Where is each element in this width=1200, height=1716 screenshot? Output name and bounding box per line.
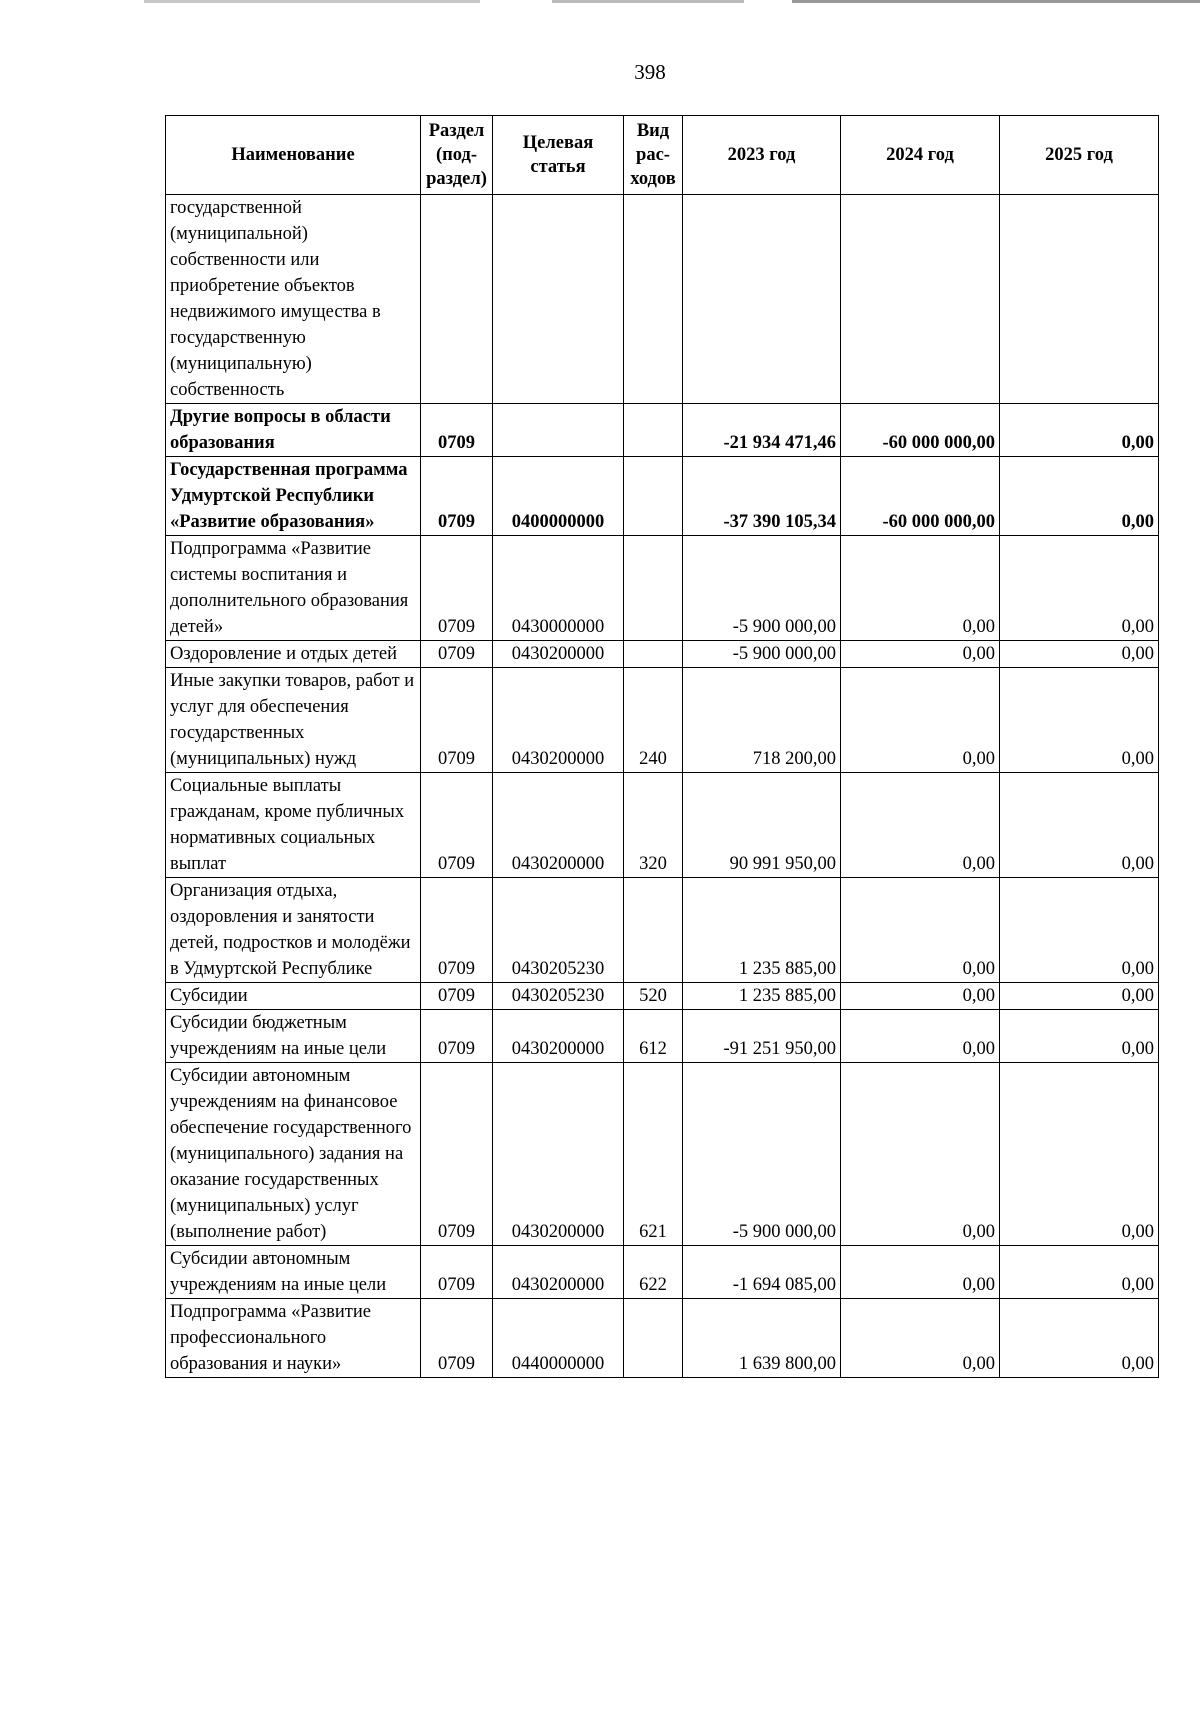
cell-y2023: 90 991 950,00 <box>683 773 841 878</box>
cell-name: Иные закупки товаров, работ и услуг для обеспечения государственных (муниципальных) нужд <box>166 668 421 773</box>
cell-section: 0709 <box>421 457 493 536</box>
cell-y2023 <box>683 195 841 404</box>
header-kind: Вид рас-ходов <box>624 116 683 195</box>
cell-kind: 621 <box>624 1063 683 1246</box>
cell-name: Оздоровление и отдых детей <box>166 641 421 668</box>
cell-y2024: 0,00 <box>841 536 1000 641</box>
cell-section: 0709 <box>421 404 493 457</box>
cell-y2025: 0,00 <box>1000 1299 1159 1378</box>
cell-name: Другие вопросы в области образования <box>166 404 421 457</box>
cell-y2024: 0,00 <box>841 878 1000 983</box>
cell-y2025: 0,00 <box>1000 1063 1159 1246</box>
cell-y2025 <box>1000 195 1159 404</box>
cell-name: Подпрограмма «Развитие профессионального образования и науки» <box>166 1299 421 1378</box>
table-row <box>166 457 1159 536</box>
cell-kind: 320 <box>624 773 683 878</box>
cell-target: 0400000000 <box>493 457 624 536</box>
cell-section: 0709 <box>421 641 493 668</box>
cell-kind <box>624 1299 683 1378</box>
cell-target: 0430200000 <box>493 1063 624 1246</box>
cell-y2024: 0,00 <box>841 1063 1000 1246</box>
header-section: Раздел (под-раздел) <box>421 116 493 195</box>
cell-y2025: 0,00 <box>1000 1246 1159 1299</box>
cell-kind <box>624 457 683 536</box>
cell-name: Организация отдыха, оздоровления и занятости детей, подростков и молодёжи в Удмуртской Республике <box>166 878 421 983</box>
cell-section: 0709 <box>421 1063 493 1246</box>
cell-name: Подпрограмма «Развитие системы воспитания и дополнительного образования детей» <box>166 536 421 641</box>
cell-target <box>493 195 624 404</box>
cell-y2023: -5 900 000,00 <box>683 641 841 668</box>
table-row <box>166 536 1159 641</box>
cell-y2023: -5 900 000,00 <box>683 1063 841 1246</box>
header-target: Целевая статья <box>493 116 624 195</box>
page-number: 398 <box>634 60 666 84</box>
cell-y2023: -5 900 000,00 <box>683 536 841 641</box>
cell-y2024: 0,00 <box>841 1010 1000 1063</box>
cell-target: 0440000000 <box>493 1299 624 1378</box>
cell-y2024: 0,00 <box>841 773 1000 878</box>
cell-y2025: 0,00 <box>1000 1010 1159 1063</box>
table-row <box>166 1063 1159 1246</box>
budget-table <box>165 115 1159 1378</box>
cell-section: 0709 <box>421 1299 493 1378</box>
cell-section: 0709 <box>421 1010 493 1063</box>
cell-y2025: 0,00 <box>1000 878 1159 983</box>
cell-y2023: 1 235 885,00 <box>683 878 841 983</box>
table-row <box>166 878 1159 983</box>
cell-name: Субсидии автономным учреждениям на финансовое обеспечение государственного (муниципального) задания на оказание государственных (муниципальных) услуг (выполнение работ) <box>166 1063 421 1246</box>
cell-section: 0709 <box>421 536 493 641</box>
cell-section: 0709 <box>421 983 493 1010</box>
cell-y2023: -1 694 085,00 <box>683 1246 841 1299</box>
cell-kind <box>624 878 683 983</box>
cell-section: 0709 <box>421 878 493 983</box>
cell-kind: 520 <box>624 983 683 1010</box>
cell-target: 0430200000 <box>493 641 624 668</box>
cell-y2024: 0,00 <box>841 1299 1000 1378</box>
cell-target: 0430200000 <box>493 668 624 773</box>
cell-y2023: 1 235 885,00 <box>683 983 841 1010</box>
header-2025: 2025 год <box>1000 116 1159 195</box>
cell-y2023: -91 251 950,00 <box>683 1010 841 1063</box>
cell-y2024: 0,00 <box>841 1246 1000 1299</box>
cell-target: 0430200000 <box>493 1246 624 1299</box>
cell-y2023: -37 390 105,34 <box>683 457 841 536</box>
cell-target <box>493 404 624 457</box>
table-row <box>166 668 1159 773</box>
cell-kind <box>624 404 683 457</box>
cell-y2024: -60 000 000,00 <box>841 404 1000 457</box>
cell-target: 0430200000 <box>493 773 624 878</box>
header-2024: 2024 год <box>841 116 1000 195</box>
cell-y2024: 0,00 <box>841 641 1000 668</box>
cell-y2023: 718 200,00 <box>683 668 841 773</box>
table-body <box>166 195 1159 1378</box>
cell-section: 0709 <box>421 773 493 878</box>
cell-target: 0430000000 <box>493 536 624 641</box>
table-row <box>166 1299 1159 1378</box>
cell-y2025: 0,00 <box>1000 983 1159 1010</box>
cell-section <box>421 195 493 404</box>
cell-y2025: 0,00 <box>1000 773 1159 878</box>
cell-name: Субсидии автономным учреждениям на иные цели <box>166 1246 421 1299</box>
cell-name: Субсидии <box>166 983 421 1010</box>
cell-y2024: 0,00 <box>841 983 1000 1010</box>
cell-kind <box>624 536 683 641</box>
cell-name: Социальные выплаты гражданам, кроме публичных нормативных социальных выплат <box>166 773 421 878</box>
header-name: Наименование <box>166 116 421 195</box>
cell-name: Субсидии бюджетным учреждениям на иные цели <box>166 1010 421 1063</box>
cell-kind: 622 <box>624 1246 683 1299</box>
cell-target: 0430205230 <box>493 983 624 1010</box>
cell-y2025: 0,00 <box>1000 536 1159 641</box>
table-row <box>166 404 1159 457</box>
cell-y2023: 1 639 800,00 <box>683 1299 841 1378</box>
cell-name: Государственная программа Удмуртской Республики «Развитие образования» <box>166 457 421 536</box>
cell-y2025: 0,00 <box>1000 668 1159 773</box>
scan-top-edge <box>0 0 1200 3</box>
cell-target: 0430205230 <box>493 878 624 983</box>
table-row <box>166 195 1159 404</box>
header-2023: 2023 год <box>683 116 841 195</box>
cell-y2024: -60 000 000,00 <box>841 457 1000 536</box>
table-row <box>166 1010 1159 1063</box>
cell-name: государственной (муниципальной) собственности или приобретение объектов недвижимого имущества в государственную (муниципальную) собственность <box>166 195 421 404</box>
table-row <box>166 983 1159 1010</box>
table-row <box>166 1246 1159 1299</box>
cell-y2025: 0,00 <box>1000 404 1159 457</box>
table-header-row <box>166 116 1159 195</box>
table-row <box>166 773 1159 878</box>
cell-kind: 612 <box>624 1010 683 1063</box>
cell-kind <box>624 195 683 404</box>
cell-kind <box>624 641 683 668</box>
cell-y2024: 0,00 <box>841 668 1000 773</box>
cell-section: 0709 <box>421 668 493 773</box>
cell-section: 0709 <box>421 1246 493 1299</box>
cell-y2023: -21 934 471,46 <box>683 404 841 457</box>
cell-y2025: 0,00 <box>1000 641 1159 668</box>
cell-target: 0430200000 <box>493 1010 624 1063</box>
cell-kind: 240 <box>624 668 683 773</box>
table-row <box>166 641 1159 668</box>
cell-y2025: 0,00 <box>1000 457 1159 536</box>
cell-y2024 <box>841 195 1000 404</box>
